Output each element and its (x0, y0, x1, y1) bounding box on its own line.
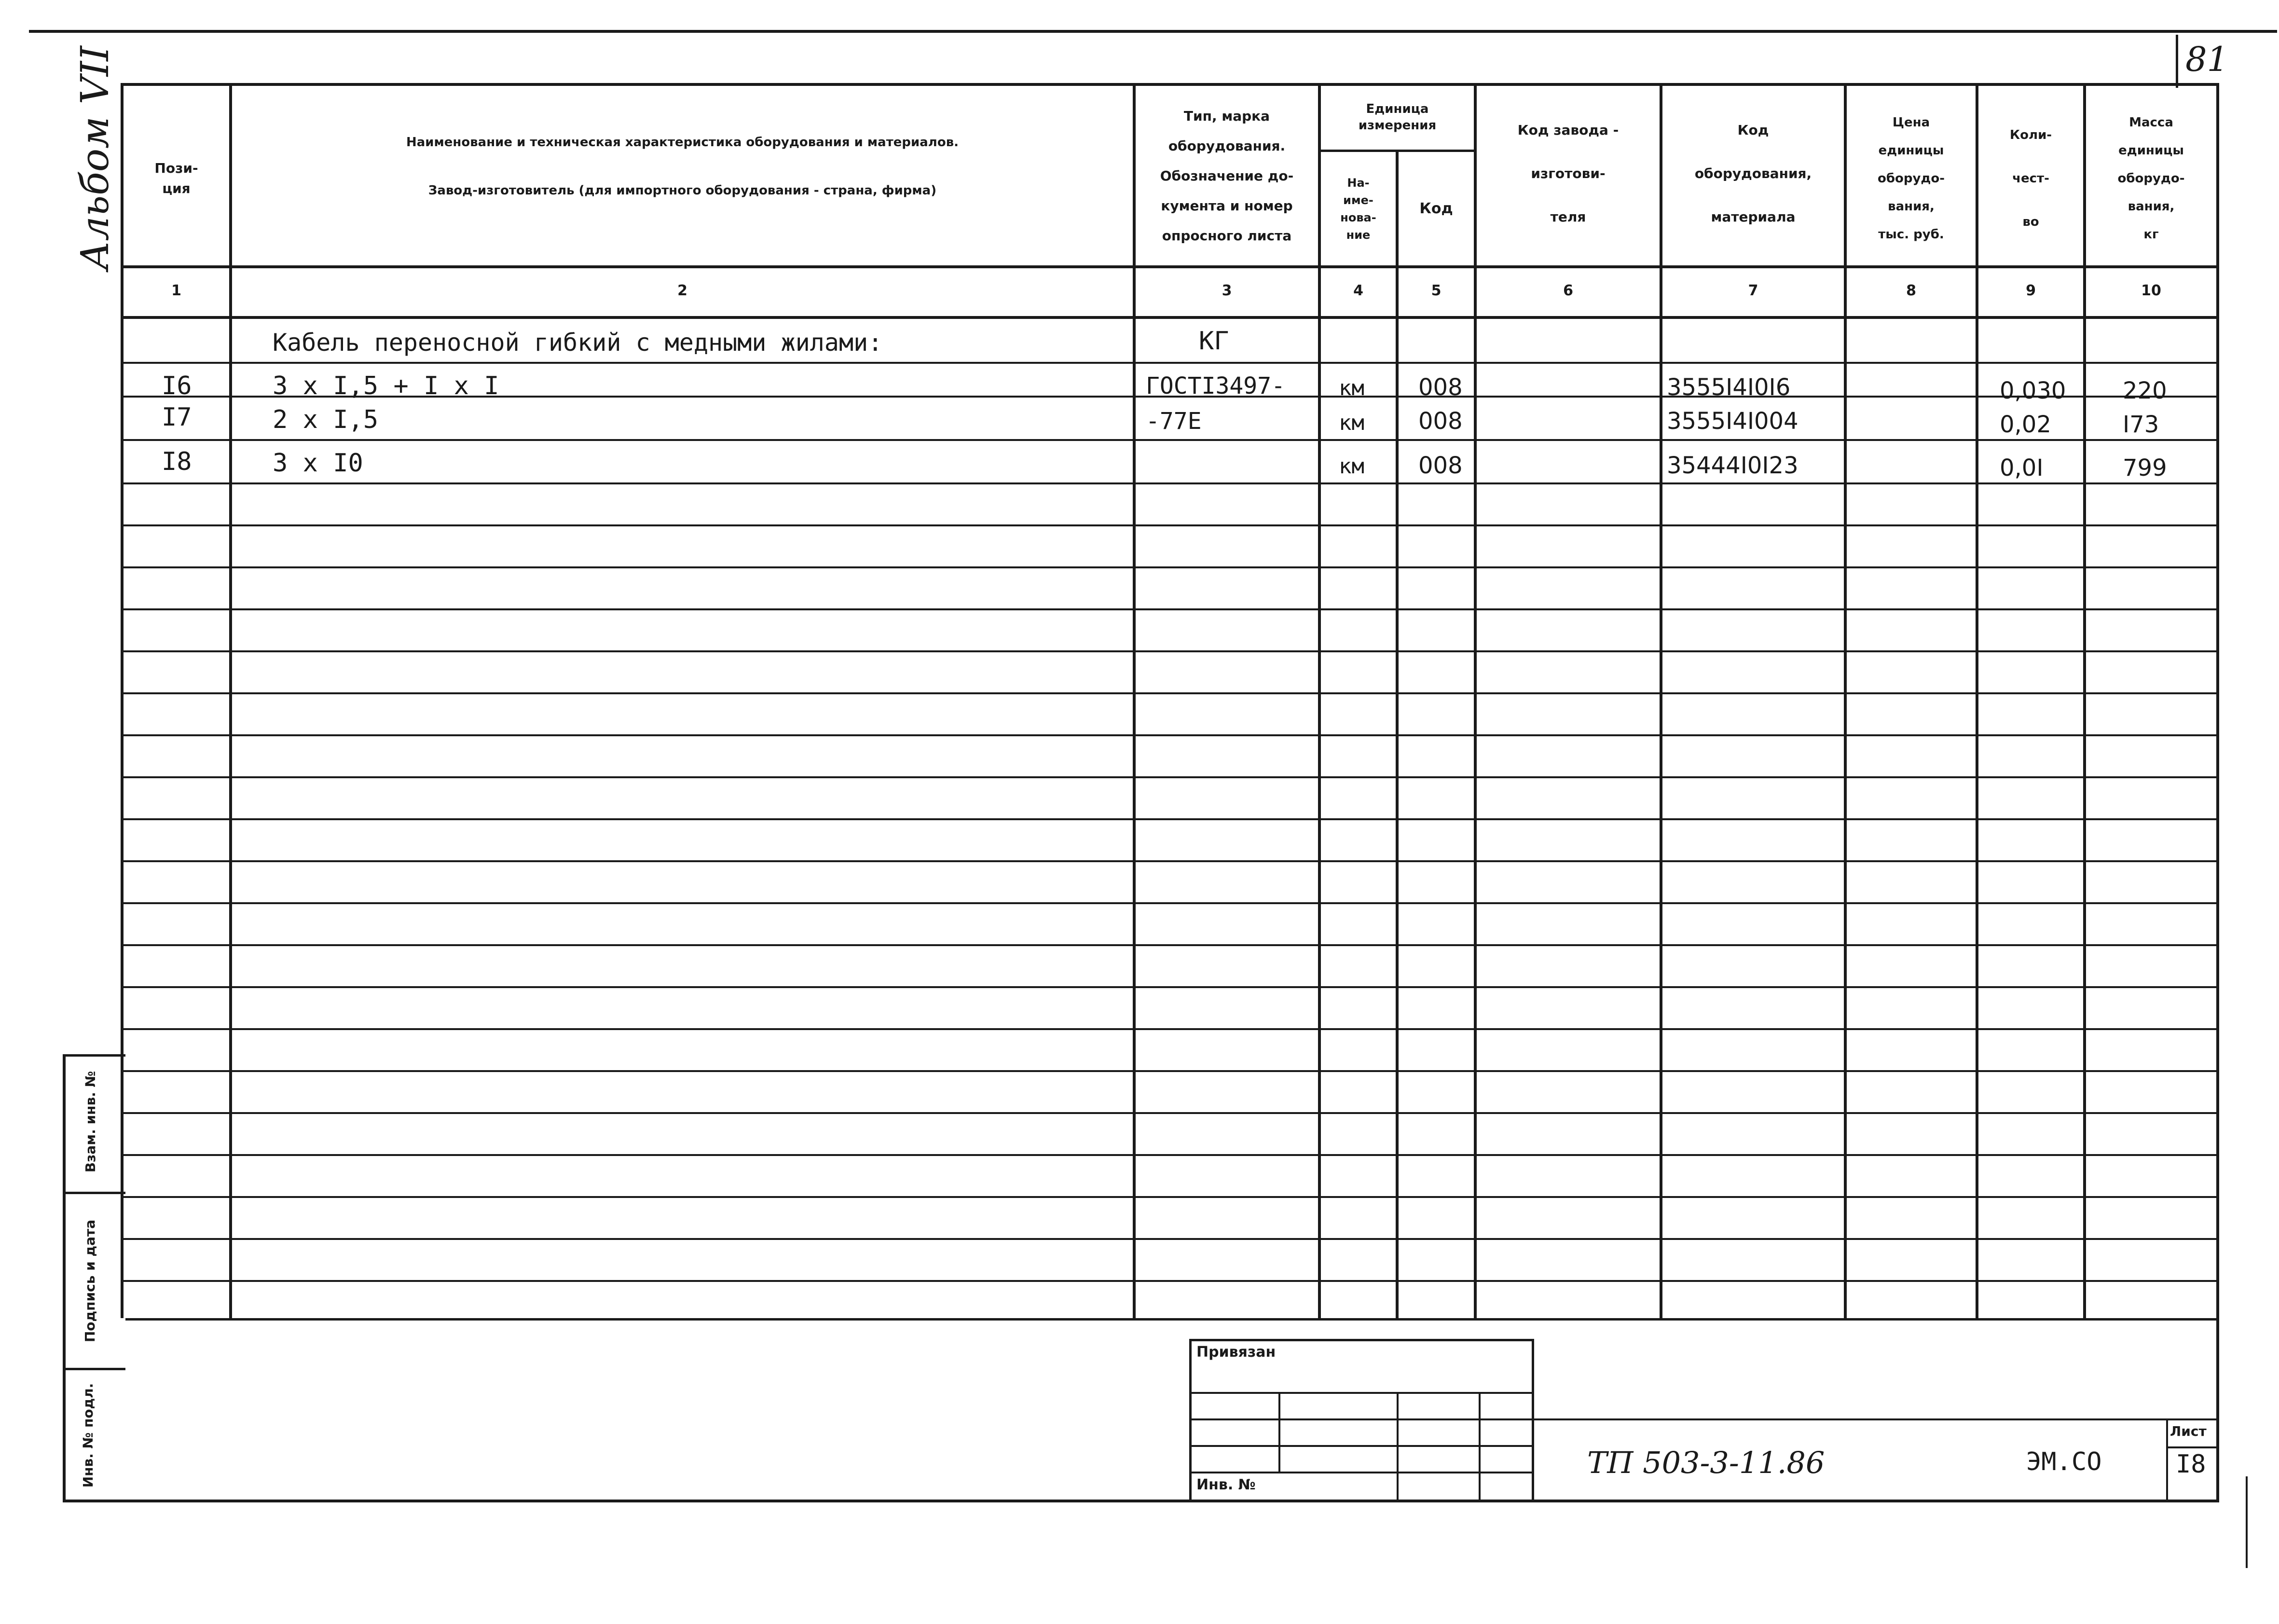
header-position: Пози- ция (154, 160, 198, 196)
row-1-qty: 0,030 (2000, 377, 2066, 404)
row-3-unit: км (1339, 454, 1364, 479)
table-row-line (124, 1070, 2216, 1072)
row-2-unit: км (1339, 411, 1364, 435)
col-num-8: 8 (1906, 282, 1916, 299)
table-row-line (124, 986, 2216, 988)
col-num-5: 5 (1431, 282, 1442, 299)
row-2-type: -77Е (1146, 408, 1202, 435)
table-row-line (124, 944, 2216, 946)
row-1-name: 3 x I,5 + I x I (273, 372, 499, 400)
table-row-line (124, 734, 2216, 736)
stamp-sheet-label: Лист (2170, 1423, 2207, 1439)
table-row-line (124, 362, 2216, 364)
table-row-line (124, 818, 2216, 820)
row-3-code: 008 (1418, 452, 1463, 479)
header-quantity: Коли- чест- во (2009, 128, 2052, 229)
row-0-name: Кабель переносной гибкий с медными жилами: (273, 329, 883, 357)
header-name-line2: Завод-изготовитель (для импортного оборудования - страна, фирма) (428, 183, 937, 198)
col-num-9: 9 (2026, 282, 2036, 299)
header-unit-group: Единица измерения (1358, 101, 1437, 133)
row-1-pos: I6 (162, 372, 192, 400)
row-1-type: ГОСТI3497- (1146, 372, 1285, 399)
header-mass: Масса единицы оборудо- вания, кг (2117, 115, 2185, 242)
table-row-line (124, 650, 2216, 652)
header-factory-code: Код завода - изготови- теля (1517, 122, 1619, 225)
table-row-line (124, 524, 2216, 526)
row-3-qty: 0,0I (2000, 454, 2044, 482)
table-row-line (124, 482, 2216, 484)
table-row-line (124, 1154, 2216, 1156)
col-num-10: 10 (2141, 282, 2161, 299)
header-type: Тип, марка оборудования. Обозначение до- кумента и номер опросного листа (1160, 108, 1294, 244)
table-row-line (124, 1238, 2216, 1240)
row-2-name: 2 x I,5 (273, 405, 379, 434)
col-num-6: 6 (1563, 282, 1573, 299)
header-unit-name: На- име- нова- ние (1340, 176, 1376, 242)
stamp-inv-podl: Инв. № подл. (80, 1383, 96, 1488)
table-row-line (124, 439, 2216, 441)
table-row-line (124, 692, 2216, 694)
row-3-pos: I8 (162, 447, 192, 476)
album-label: Альбом VII (72, 46, 117, 270)
col-num-3: 3 (1222, 282, 1232, 299)
table-row-line (124, 860, 2216, 862)
stamp-podpis: Подпись и дата (82, 1219, 98, 1343)
header-name-line1: Наименование и техническая характеристика оборудования и материалов. (406, 135, 959, 150)
row-1-matcode: 3555I4I0I6 (1667, 374, 1791, 401)
stamp-privyazan: Привязан (1196, 1344, 1276, 1361)
header-material-code: Код оборудования, материала (1694, 122, 1812, 225)
page-number: 81 (2185, 40, 2229, 79)
row-1-mass: 220 (2123, 377, 2167, 404)
row-3-name: 3 x I0 (273, 449, 363, 478)
row-2-mass: I73 (2123, 411, 2159, 438)
stamp-sheet-number: I8 (2176, 1450, 2206, 1479)
table-row-line (124, 776, 2216, 778)
stamp-inv-no: Инв. № (1196, 1476, 1256, 1493)
table-row-line (124, 902, 2216, 904)
stamp-vzam: Взам. инв. № (82, 1071, 98, 1173)
col-num-7: 7 (1748, 282, 1758, 299)
table-row-line (124, 1280, 2216, 1282)
header-unit-code: Код (1419, 200, 1453, 217)
row-1-unit: км (1339, 376, 1364, 400)
row-3-matcode: 35444I0I23 (1667, 452, 1798, 479)
row-1-code: 008 (1418, 374, 1463, 401)
stamp-mark: ЭМ.СО (2026, 1447, 2102, 1476)
col-num-2: 2 (677, 282, 687, 299)
table-row-line (124, 566, 2216, 568)
table-row-line (124, 1196, 2216, 1198)
col-num-1: 1 (171, 282, 181, 299)
row-2-matcode: 3555I4I004 (1667, 408, 1798, 435)
row-0-type: КГ (1199, 327, 1229, 356)
table-row-line (124, 1028, 2216, 1030)
row-2-qty: 0,02 (2000, 411, 2051, 438)
table-row-line (124, 1112, 2216, 1114)
row-2-code: 008 (1418, 408, 1463, 435)
row-3-mass: 799 (2123, 454, 2167, 482)
table-row-line (124, 608, 2216, 610)
row-2-pos: I7 (162, 403, 192, 432)
header-price: Цена единицы оборудо- вания, тыс. руб. (1877, 115, 1945, 242)
col-num-4: 4 (1353, 282, 1363, 299)
stamp-doc-code: ТП 503-3-11.86 (1587, 1445, 1825, 1480)
